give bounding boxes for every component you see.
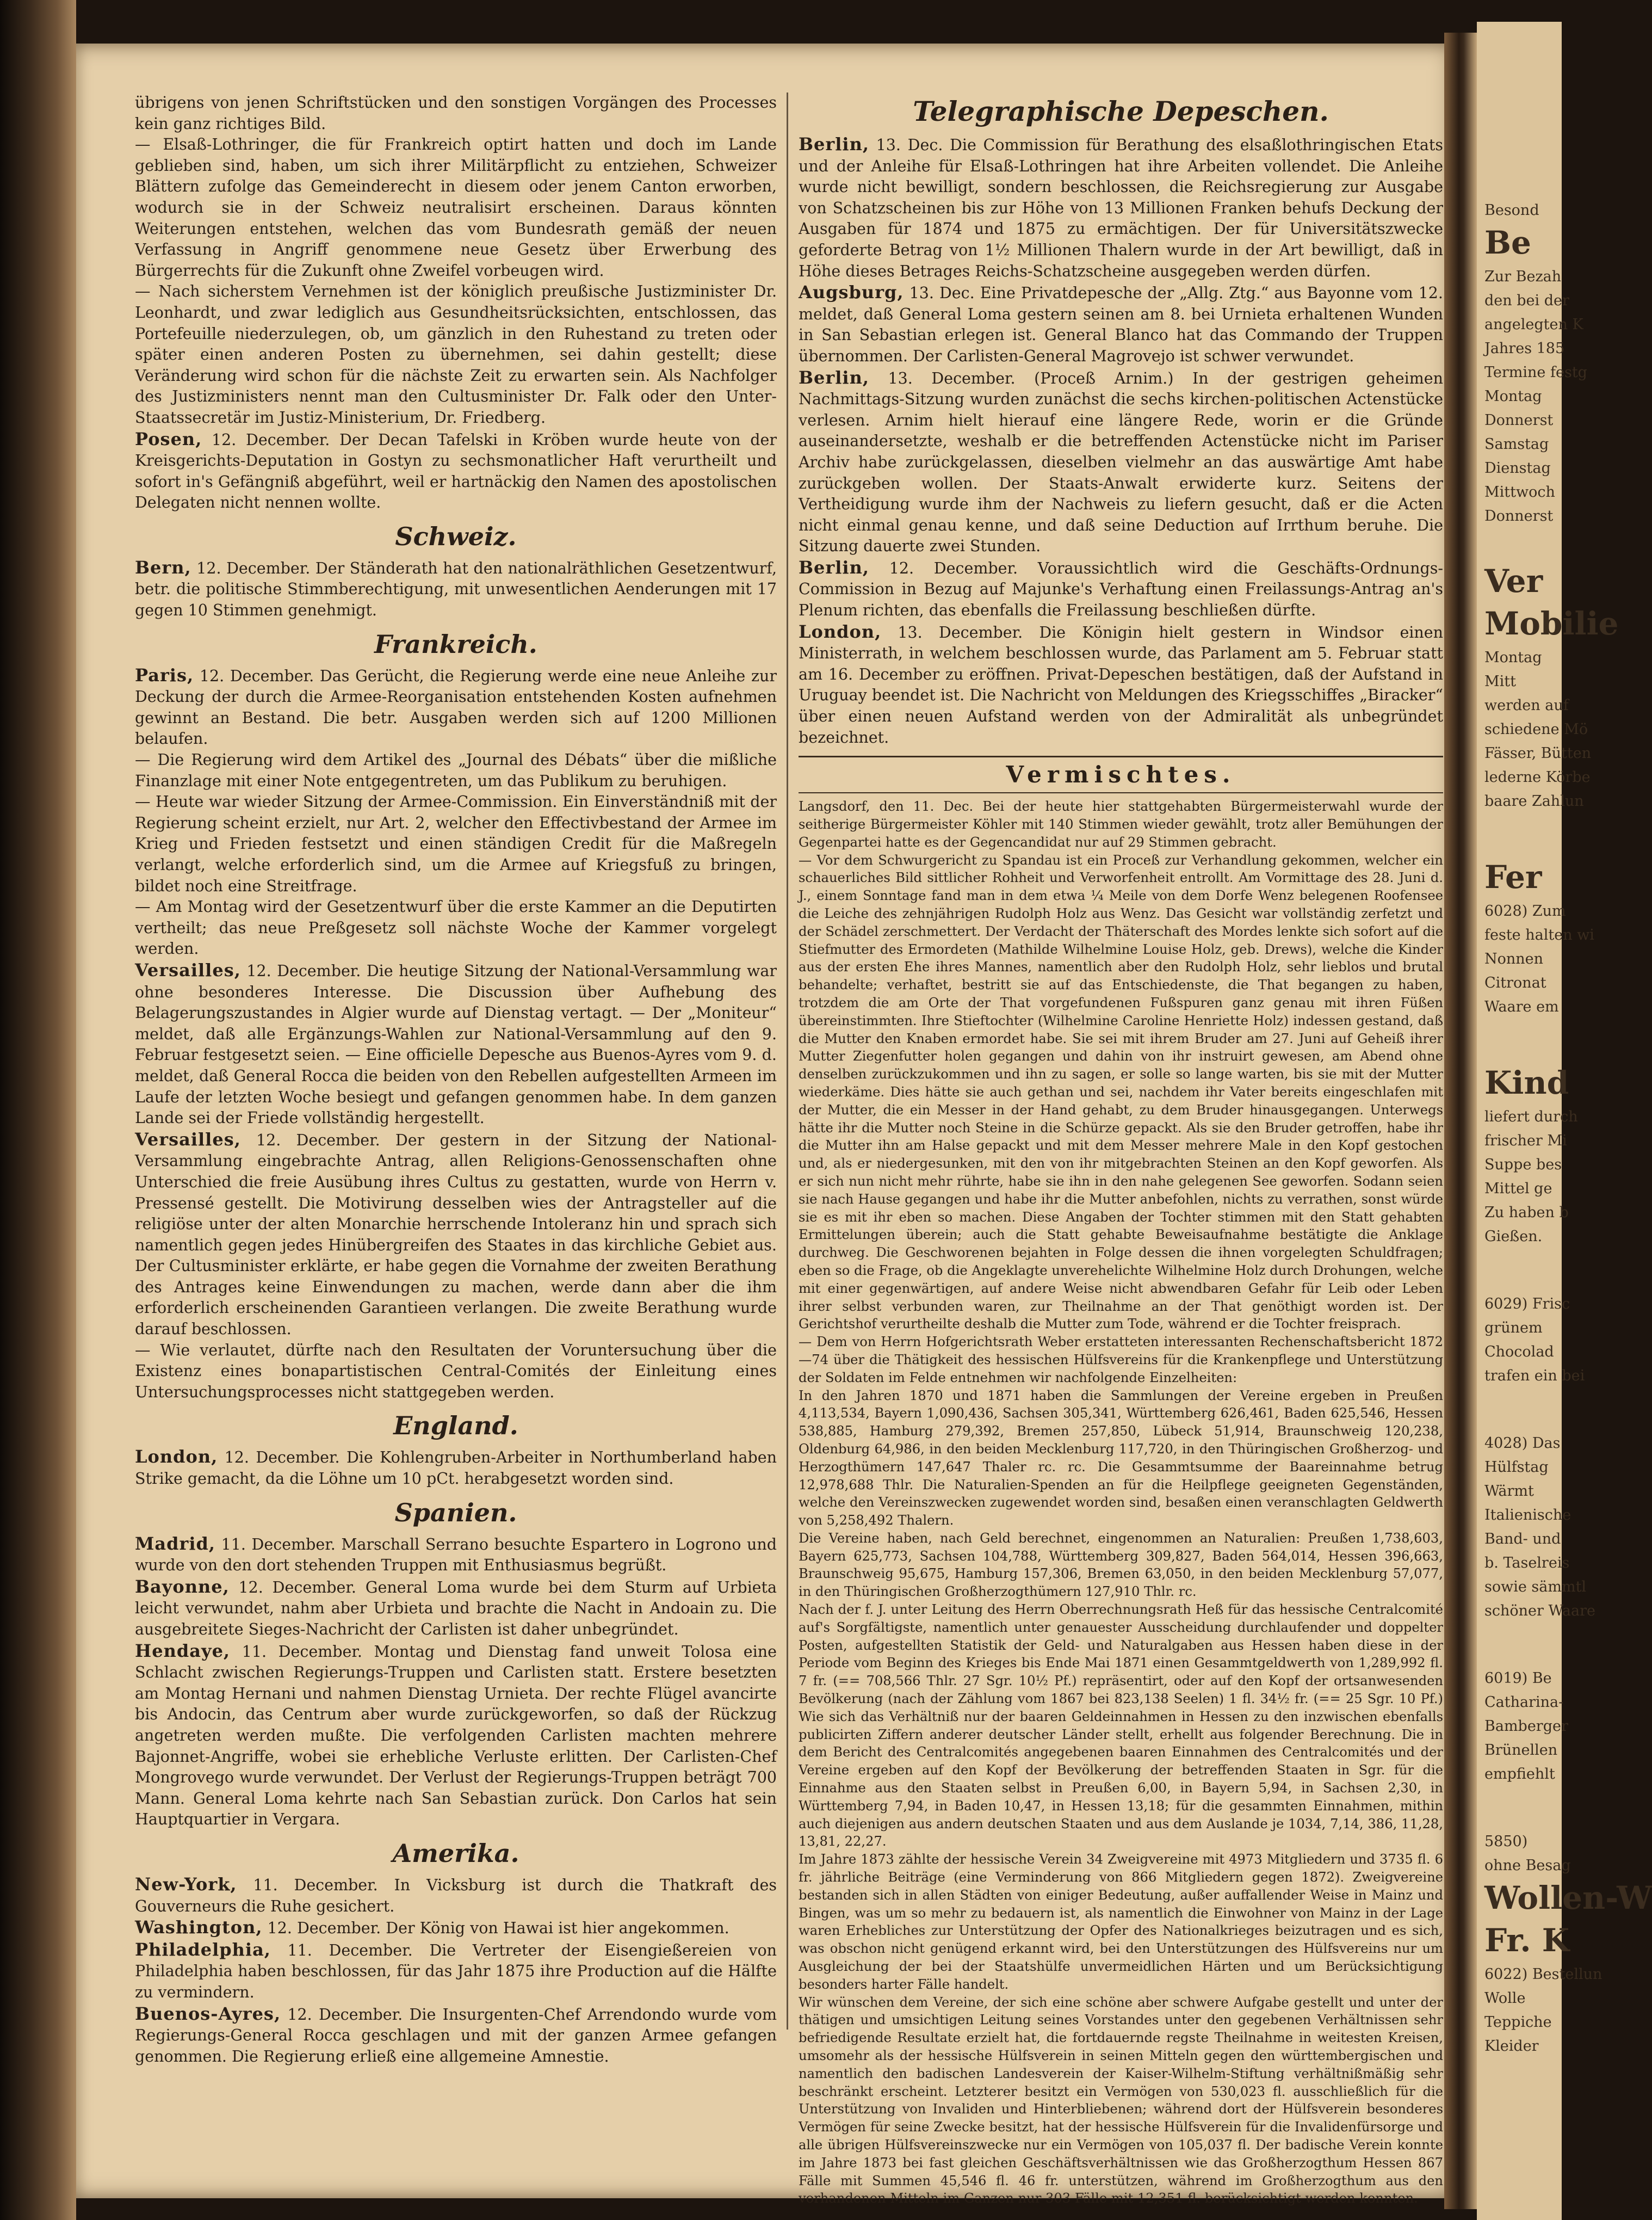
next-page-fragment: 6022) Bestellun bbox=[1484, 1966, 1602, 1983]
text-washington: 12. December. Der König von Hawai ist hier angekommen. bbox=[262, 1919, 729, 1938]
misc-collections: In den Jahren 1870 und 1871 haben die Sammlungen der Vereine ergeben in Preußen 4,113,534, Bayern 1,090,436, Sachsen 305,341, Württemberg 626,461, Baden 625,546, Hessen 538,885, Hamburg 279,392, Bremen 257,850, Lübeck 51,914, Braunschweig 120,238, Oldenburg 64,986, in den beiden Mecklenburg 117,720, in den Thüringischen Großherzog- und Herzogthümern 147,647 Thaler rc. rc. Die Gesammtsumme der Baareinnahme betrug 12,978,688 Thlr. Die Naturalien-Spenden an für die Heilpflege geeigneten Gegenständen, welche den Vereinszwecken zugewendet worden sind, besaßen einen veranschlagten Geldwerth von 5,258,492 Thalern. bbox=[799, 1387, 1443, 1528]
dateline-london-2: London, bbox=[799, 621, 882, 642]
section-heading-vermischtes: Vermischtes. bbox=[799, 756, 1443, 793]
dateline-bayonne: Bayonne, bbox=[135, 1576, 230, 1597]
text-posen: 12. December. Der Decan Tafelski in Kröben wurde heute von der Kreisgerichts-Deputation in Gostyn zu sechsmonatlicher Haft verurtheilt und sofort in's Gefängniß abgeführt, weil er hartnäckig den Namen des apostolischen Delegaten nicht nennen wollte. bbox=[135, 430, 777, 512]
next-page-fragment: Donnerst bbox=[1484, 412, 1554, 429]
article-newyork bbox=[135, 1874, 777, 1917]
next-page-fragment: liefert durch bbox=[1484, 1108, 1578, 1125]
text-london-2: 13. December. Die Königin hielt gestern in Windsor einen Ministerrath, in welchem beschlossen wurde, das Parlament am 5. Februar statt am 16. December zu eröffnen. Privat-Depeschen bestätigen, daß der Aufstand in Uruguay beendet ist. Die Nachricht von Meldungen des Kriegsschiffes „Biracker“ über einen neuen Aufstand werden von der Admiralität als unbegründet bezeichnet. bbox=[799, 623, 1443, 747]
next-page-fragment: 5850) bbox=[1484, 1833, 1528, 1850]
next-page-fragment: Waare em bbox=[1484, 998, 1559, 1015]
dateline-berlin-1: Berlin, bbox=[799, 134, 869, 155]
article-paris bbox=[135, 665, 777, 750]
section-heading-england: England. bbox=[393, 1411, 518, 1441]
dateline-philadelphia: Philadelphia, bbox=[135, 1939, 271, 1960]
next-page-fragment: 6019) Be bbox=[1484, 1670, 1552, 1687]
article-buenos-ayres bbox=[135, 2003, 777, 2068]
next-page-fragment: Hülfstag bbox=[1484, 1459, 1549, 1476]
next-page-fragment: Wollen-W bbox=[1484, 1879, 1652, 1916]
article-justice-minister: — Nach sicherstem Vernehmen ist der königlich preußische Justizminister Dr. Leonhardt, und zwar lediglich aus Gesundheitsrücksichten, entschlossen, das Portefeuille niederzulegen, ob, um gänzlich in den Ruhestand zu treten oder später einen anderen Posten zu übernehmen, sei dahin gestellt; diese Veränderung wird schon für die nächste Zeit zu erwarten sein. Als Nachfolger des Justizministers nennt man den Cultusminister Dr. Falk oder den Unter-Staatssecretär im Justiz-Ministerium, Dr. Friedberg. bbox=[135, 282, 777, 427]
text-london: 12. December. Die Kohlengruben-Arbeiter in Northumberland haben Strike gemacht, da die Löhne um 10 pCt. herabgesetzt worden sind. bbox=[135, 1448, 777, 1488]
text-philadelphia: 11. December. Die Vertreter der Eisengießereien von Philadelphia haben beschlossen, für das Jahr 1875 ihre Production auf die Hälfte zu vermindern. bbox=[135, 1941, 777, 2001]
dateline-washington: Washington, bbox=[135, 1917, 263, 1938]
next-page-edge bbox=[1477, 22, 1652, 2220]
next-page-fragment: grünem bbox=[1484, 1319, 1543, 1336]
article-london bbox=[135, 1446, 777, 1489]
text-versailles-1: 12. December. Die heutige Sitzung der National-Versammlung war ohne besonderes Interesse. Die Discussion über Aufhebung des Belagerungszustandes in Algier wurde auf Dienstag vertagt. — Der „Moniteur“ meldet, daß alle Ergänzungs-Wahlen zur National-Versammlung auf den 9. Februar festgesetzt seien. — Eine officielle Depesche aus Buenos-Ayres vom 9. d. meldet, daß General Rocca die beiden von den Rebellen aufgestellten Armeen im Laufe der letzten Woche besiegt und gefangen genommen habe. In dem ganzen Lande sei der Friede vollständig hergestellt. bbox=[135, 961, 777, 1127]
text-paris: 12. December. Das Gerücht, die Regierung werde eine neue Anleihe zur Deckung der durch die Armee-Reorganisation entstehenden Kosten aufnehmen gewinnt an Bestand. Die betr. Ausgaben werden sich auf 1200 Millionen belaufen. bbox=[135, 667, 777, 748]
next-page-fragment: Band- und bbox=[1484, 1531, 1561, 1547]
next-page-fragment: 4028) Das bbox=[1484, 1435, 1561, 1452]
next-page-fragment: sowie sämmtl bbox=[1484, 1578, 1587, 1595]
article-versailles-1 bbox=[135, 960, 777, 1129]
text-berlin-3: 12. December. Voraussichtlich wird die Geschäfts-Ordnungs-Commission in Bezug auf Majunke's Verhaftung einen Freilassungs-Antrag an's Plenum richten, das ebenfalls die Freilassung beschließen dürfte. bbox=[799, 559, 1443, 620]
misc-spandau: — Vor dem Schwurgericht zu Spandau ist ein Proceß zur Verhandlung gekommen, welcher ein schauerliches Bild sittlicher Rohheit und Verworfenheit entrollt. Am Vormittage des 28. Juni d. J., einem Sonntage fand man in dem etwa ¼ Meile von dem Dorfe Wenz belegenen Roofensee die Leiche des zehnjährigen Rudolph Holz aus Wenz. Das Gesicht war vollständig zerfetzt und der Schädel zerschmettert. Der Verdacht der Thäterschaft des Mordes lenkte sich sofort auf die Stiefmutter des Ermordeten (Mathilde Wilhelmine Louise Holz, geb. Drews), welche die Kinder aus der ersten Ehe ihres Mannes, namentlich aber den Rudolph Holz, sehr lieblos und brutal behandelte; verhaftet, bestritt sie auf das Entschiedenste, die That begangen zu haben, trotzdem die am Orte der That vorgefundenen Fußspuren ganz genau mit ihren Füßen übereinstimmten. Ihre Stieftochter (Wilhelmine Caroline Henriette Holz) indessen gestand, daß die Mutter den Knaben ermordet habe. Sie sei mit ihrem Bruder am 27. Juni auf Geheiß ihrer Mutter Ziegenfutter holen gegangen und dahin von ihr instruirt gewesen, am Abend ohne denselben zurückzukommen und ihn zu sagen, er solle so lange warten, bis sie mit der Mutter wiederkäme. Dies hätte sie auch gethan und sei, nachdem ihr Vater bereits eingeschlafen mit der Mutter, die ein Messer in der Hand gehabt, zu dem Bruder hinausgegangen. Unterwegs hätte ihr die Mutter noch Steine in die Schürze gepackt. Als sie den Bruder getroffen, habe ihr die Mutter ihn am Halse gepackt und mit dem Messer mehrere Male in den Kopf gestochen und, als er niedergesunken, mit den von ihr mitgebrachten Steinen an den Kopf geworfen. Als er sich nun nicht mehr rührte, habe sie ihn in den nahe gelegenen See geworfen. Sodann seien sie nach Hause gegangen und habe ihr die Mutter anbefohlen, nichts zu verrathen, sonst würde sie es mit ihr eben so machen. Diese Angaben der Tochter stimmen mit den Statt gehabten Ermittelungen überein; auch die Statt gehabte Beweisaufnahme bestätigte die Anklage durchweg. Die Geschworenen bejahten in Folge dessen die ihnen vorgelegten Schuldfragen; eben so die Frage, ob die Angeklagte unverehelichte Wilhelmine Holz durch Drohungen, welche mit einer gegenwärtigen, auf andere Weise nicht abwendbaren Gefahr für Leib oder Leben ihrer selbst verbunden waren, zur Theilnahme an der That genöthigt worden ist. Der Gerichtshof verurtheilte deshalb die Mutter zum Tode, während er die Tochter freisprach. bbox=[799, 852, 1443, 1332]
dateline-london: London, bbox=[135, 1446, 218, 1467]
next-page-fragment: Mittel ge bbox=[1484, 1180, 1552, 1197]
article-bern bbox=[135, 557, 777, 621]
next-page-fragment: Bamberger bbox=[1484, 1718, 1568, 1735]
misc-zweigvereine: Im Jahre 1873 zählte der hessische Verein 34 Zweigvereine mit 4973 Mitgliedern und 3735 fl. 6 fr. jährliche Beiträge (eine Verminderung von 866 Mitgliedern gegen 1872). Zweigvereine bestanden sich in allen Städten von einiger Bedeutung, außer auffallender Weise in Mainz und Bingen, was um so mehr zu bedauern ist, als namentlich die Einwohner von Mainz in der Lage waren Erhebliches zur Unterstützung der Opfer des Nationalkrieges beizutragen und es sich, was obschon nicht genügend erkannt wird, bei den Unterstützungen des Hülfsvereins nur um Ausgleichung der bei der Staatshülfe unvermeidlichen Härten und um Berücksichtigung besonders harter Fälle handelt. bbox=[799, 1852, 1443, 1992]
dateline-buenos-ayres: Buenos-Ayres, bbox=[135, 2003, 281, 2024]
text-versailles-2: 12. December. Der gestern in der Sitzung der National-Versammlung eingebrachte Antrag, allen Religions-Genossenschaften ohne Unterschied die freie Ausübung ihres Cultus zu gestatten, wurde von Herrn v. Pressensé gestellt. Die Motivirung desselben wies der Antragsteller auf die religiöse unter der alten Monarchie herrschende Intoleranz hin und sprach sich namentlich gegen jedes Hinübergreifen des Staates in das kirchliche Gebiet aus. Der Cultusminister erklärte, er habe gegen die Vornahme der zweiten Berathung des Antrages keine Einwendungen zu machen, werde dann aber die ihm erforderlich erscheinenden Garantieen verlangen. Die zweite Berathung wurde darauf beschlossen. bbox=[135, 1131, 777, 1339]
next-page-fragment: Mitt bbox=[1484, 673, 1516, 690]
article-paris-4: — Am Montag wird der Gesetzentwurf über die erste Kammer an die Deputirten vertheilt; das neue Preßgesetz soll nächste Woche der Kammer vorgelegt werden. bbox=[135, 898, 777, 958]
telegram-berlin-3 bbox=[799, 557, 1443, 621]
next-page-fragment: lederne Körbe bbox=[1484, 769, 1591, 786]
next-page-fragment: baare Zahlun bbox=[1484, 793, 1584, 810]
next-page-fragment: b. Taselreis bbox=[1484, 1555, 1570, 1571]
article-madrid bbox=[135, 1533, 777, 1576]
next-page-fragment: Citronat bbox=[1484, 975, 1546, 991]
next-page-fragment: Fr. K bbox=[1484, 1922, 1570, 1959]
misc-naturalien: Die Vereine haben, nach Geld berechnet, eingenommen an Naturalien: Preußen 1,738,603, Bayern 625,773, Sachsen 104,788, Württemberg 309,827, Baden 564,014, Hessen 396,663, Braunschweig 95,675, Hamburg 157,306, Bremen 63,050, in den beiden Mecklenburg 57,077, in den Thüringischen Großherzogthümern 127,910 Thlr. rc. bbox=[799, 1530, 1443, 1600]
next-page-fragment: Jahres 185 bbox=[1484, 340, 1565, 357]
next-page-fragment: schöner Waare bbox=[1484, 1602, 1595, 1619]
section-heading-schweiz: Schweiz. bbox=[395, 521, 517, 551]
next-page-fragment: Nonnen bbox=[1484, 951, 1544, 967]
text-bern: 12. December. Der Ständerath hat den nationalräthlichen Gesetzentwurf, betr. die politische Stimmberechtigung, mit unwesentlichen Aenderungen mit 17 gegen 10 Stimmen genehmigt. bbox=[135, 559, 777, 620]
text-buenos-ayres: 12. December. Die Insurgenten-Chef Arrendondo wurde vom Regierungs-General Rocca geschlagen und mit der ganzen Armee gefangen genommen. Die Regierung erließ eine allgemeine Amnestie. bbox=[135, 2005, 777, 2065]
next-page-fragment: frischer Mi bbox=[1484, 1132, 1567, 1149]
next-page-fragment: Fässer, Bütten bbox=[1484, 745, 1592, 762]
article-paris-3: — Heute war wieder Sitzung der Armee-Commission. Ein Einverständniß mit der Regierung scheint erzielt, nur Art. 2, welcher den Effectivbestand der Armee im Krieg und Frieden festsetzt und einen ständigen Credit für die Maßregeln verlangt, welche erforderlich sind, um die Armee auf Kriegsfuß zu bringen, bildet noch eine Streitfrage. bbox=[135, 793, 777, 895]
next-page-fragment: angelegten K bbox=[1484, 316, 1583, 333]
next-page-fragment: Zu haben b bbox=[1484, 1204, 1569, 1221]
misc-statistik: Nach der f. J. unter Leitung des Herrn Oberrechnungsrath Heß für das hessische Centralcomité auf's Sorgfältigste, namentlich unter genauester Ausscheidung durchlaufender und doppelter Posten, aufgestellten Statistik der Geld- und Naturalgaben aus Hessen haben diese in der Periode vom Beginn des Krieges bis Ende Mai 1871 einen Gesammtgeldwerth von 1,289,992 fl. 7 fr. (== 708,566 Thlr. 27 Sgr. 10½ Pf.) repräsentirt, oder auf den Kopf der ortsanwesenden Bevölkerung (nach der Zählung vom 1867 bei 823,138 Seelen) 1 fl. 34½ fr. (== 25 Sgr. 10 Pf.) Wie sich das Verhältniß nur der baaren Geldeinnahmen in Hessen zu den inzwischen ebenfalls publicirten Ziffern anderer deutscher Länder stellt, erhellt aus folgender Berechnung. Die in dem Bericht des Centralcomités angegebenen baaren Einnahmen des Centralcomités und der Vereine ergeben auf den Kopf der Bevölkerung der betreffenden Staaten in Sgr. für die Einnahme aus den Staaten selbst in Preußen 6,00, in Bayern 5,94, in Sachsen 2,30, in Württemberg 7,94, in Baden 10,47, in Hessen 13,18; für die gesammten Einnahmen, mithin auch diejenigen aus andern deutschen Staaten und aus dem Auslande je 1034, 7,14, 386, 11,28, 13,81, 22,27. bbox=[799, 1602, 1443, 1849]
article-versailles-3: — Wie verlautet, dürfte nach den Resultaten der Voruntersuchung über die Existenz eines bonapartistischen Central-Comités der Einleitung eines Untersuchungsprocesses nicht stattgegeben werden. bbox=[135, 1341, 777, 1401]
text-augsburg: 13. Dec. Eine Privatdepesche der „Allg. Ztg.“ aus Bayonne vom 12. meldet, daß General Loma gestern seinen am 8. bei Urnieta erhaltenen Wunden in San Sebastian erlegen ist. General Blanco hat das Commando der Truppen übernommen. Der Carlisten-General Magrovejo ist schwer verwundet. bbox=[799, 284, 1443, 365]
next-page-fragment: Be bbox=[1484, 224, 1531, 261]
next-page-fragment: Termine festg bbox=[1484, 364, 1587, 381]
section-heading-frankreich: Frankreich. bbox=[374, 629, 537, 659]
article-versailles-2 bbox=[135, 1129, 777, 1340]
text-newyork: 11. December. In Vicksburg ist durch die Thatkraft des Gouverneurs die Ruhe gesichert. bbox=[135, 1876, 777, 1915]
text-hendaye: 11. December. Montag und Dienstag fand unweit Tolosa eine Schlacht zwischen Regierungs-Truppen und Carlisten statt. Erstere besetzten am Montag Hernani und nahmen Dienstag Urnieta. Der rechte Flügel avancirte bis Andocin, das Centrum aber wurde zurückgeworfen, so daß der Rückzug angetreten werden mußte. Die verfolgenden Carlisten machten mehrere Bajonnet-Angriffe, wobei sie erhebliche Verluste erlitten. Der Carlisten-Chef Mongrovego wurde verwundet. Der Verlust der Regierungs-Truppen beträgt 700 Mann. General Loma kehrte nach San Sebastian zurück. Don Carlos hat sein Hauptquartier in Vergara. bbox=[135, 1642, 777, 1829]
dateline-berlin-3: Berlin, bbox=[799, 557, 869, 578]
vermischtes-body bbox=[799, 798, 1443, 2207]
misc-report-intro: — Dem von Herrn Hofgerichtsrath Weber erstatteten interessanten Rechenschaftsbericht 1872—74 über die Thätigkeit des hessischen Hülfsvereins für die Krankenpflege und Unterstützung der Soldaten im Felde entnehmen wir nachfolgende Einzelheiten: bbox=[799, 1334, 1443, 1385]
book-spine-edge bbox=[0, 0, 76, 2220]
next-page-fragment: 6029) Frisc bbox=[1484, 1296, 1570, 1312]
article-washington bbox=[135, 1917, 777, 1939]
next-page-fragment: Kleider bbox=[1484, 2038, 1539, 2055]
text-berlin-2: 13. December. (Proceß Arnim.) In der gestrigen geheimen Nachmittags-Sitzung wurden zunächst die sechs kirchen-politischen Actenstücke verlesen. Arnim hielt hierauf eine längere Rede, worin er die Gründe auseinandersetzte, weshalb er die betreffenden Actenstücke nicht im Pariser Archiv habe zurückgelassen, dieselben vielmehr an das auswärtige Amt habe zurückgeben wollen. Der Staats-Anwalt erwiderte kurz. Seitens der Vertheidigung wurde ihm der Nachweis zu liefern gesucht, daß er die Acten nicht einmal genau kenne, und daß seine Deduction auf Irrthum beruhe. Die Sitzung dauerte zwei Stunden. bbox=[799, 369, 1443, 556]
next-page-fragment: Besond bbox=[1484, 202, 1539, 219]
next-page-fragment: Italienische bbox=[1484, 1507, 1571, 1524]
left-column bbox=[135, 92, 777, 2067]
next-page-fragment: Donnerst bbox=[1484, 508, 1554, 525]
next-page-fragment: Teppiche bbox=[1484, 2014, 1552, 2031]
next-page-fragment: Brünellen bbox=[1484, 1742, 1558, 1759]
next-page-fragment: Samstag bbox=[1484, 436, 1549, 453]
next-page-fragment: den bei der bbox=[1484, 292, 1569, 309]
next-page-fragment: Wolle bbox=[1484, 1990, 1526, 2007]
next-page-fragment: Ver bbox=[1484, 563, 1543, 600]
next-page-fragment: Fer bbox=[1484, 859, 1542, 896]
next-page-fragment: Mobilie bbox=[1484, 605, 1619, 642]
next-page-fragment: Zur Bezah bbox=[1484, 268, 1562, 285]
next-page-fragment: Chocolad bbox=[1484, 1343, 1554, 1360]
column-divider bbox=[787, 92, 788, 2030]
next-page-fragment: schiedene Mö bbox=[1484, 721, 1588, 738]
text-berlin-1: 13. Dec. Die Commission für Berathung des elsaßlothringischen Etats und der Anleihe für Elsaß-Lothringen hat ihre Arbeiten vollendet. Die Anleihe wurde nicht bewilligt, sondern beschlossen, die Reichsregierung zur Ausgabe von Schatzscheinen bis zur Höhe von 13 Millionen Franken behufs Deckung der Ausgaben für 1874 und 1875 zu ermächtigen. Der für Universitätszwecke geforderte Betrag von 1½ Millionen Thalern wurde in der Art bewilligt, daß in Höhe dieses Betrages Reichs-Schatzscheine ausgegeben werden dürfen. bbox=[799, 136, 1443, 280]
next-page-fragment: Suppe bes bbox=[1484, 1156, 1562, 1173]
dateline-berlin-2: Berlin, bbox=[799, 367, 869, 388]
next-page-fragment: Catharina- bbox=[1484, 1694, 1564, 1711]
dateline-versailles-1: Versailles, bbox=[135, 959, 241, 980]
article-posen bbox=[135, 429, 777, 514]
next-page-fragment: Montag bbox=[1484, 388, 1542, 405]
dateline-versailles-2: Versailles, bbox=[135, 1128, 241, 1150]
next-page-fragment: Kind bbox=[1484, 1064, 1569, 1101]
dateline-madrid: Madrid, bbox=[135, 1533, 216, 1554]
section-heading-spanien: Spanien. bbox=[394, 1497, 517, 1527]
next-page-fragment: Mittwoch bbox=[1484, 484, 1555, 501]
text-madrid: 11. December. Marschall Serrano besuchte Espartero in Logrono und wurde von den dort stehenden Truppen mit Enthusiasmus begrüßt. bbox=[135, 1535, 777, 1575]
next-page-fragment: Wärmt bbox=[1484, 1483, 1534, 1500]
next-page-fragment: Gießen. bbox=[1484, 1228, 1543, 1245]
misc-langsdorf: Langsdorf, den 11. Dec. Bei der heute hier stattgehabten Bürgermeisterwahl wurde der seitherige Bürgermeister Köhler mit 140 Stimmen wieder gewählt, trotz aller Bemühungen der Gegenpartei hatte es der Gegencandidat nur auf 29 Stimmen gebracht. bbox=[799, 799, 1443, 850]
dateline-hendaye: Hendaye, bbox=[135, 1640, 231, 1661]
article-philadelphia bbox=[135, 1939, 777, 2003]
next-page-fragment: Montag bbox=[1484, 649, 1542, 666]
next-page-fragment: ohne Besag bbox=[1484, 1857, 1571, 1874]
article-bayonne bbox=[135, 1576, 777, 1641]
misc-closing: Wir wünschen dem Vereine, der sich eine schöne aber schwere Aufgabe gestellt und unter der thätigen und umsichtigen Leitung seines Vorstandes unter den gegebenen Verhältnissen sehr befriedigende Resultate erzielt hat, die fortdauernde regste Theilnahme in weitesten Kreisen, umsomehr als der hessische Hülfsverein in seinen Mitteln gegen den württembergischen und namentlich den badischen Landesverein der Kaiser-Wilhelm-Stiftung verhältnißmäßig sehr beschränkt erscheint. Letzterer besitzt ein Vermögen von 530,023 fl. ausschließlich für die Unterstützung von Invaliden und Hinterbliebenen; während dort der Hülfsverein besonderes Vermögen für seine Zwecke besitzt, hat der hessische Hülfsverein für die Invalidenfürsorge und alle übrigen Hülfsvereinszwecke nur ein Vermögen von 105,037 fl. Der badische Verein konnte im Jahre 1873 bei fast gleichen Geschäftsverhältnissen wie das Großherzogthum Hessen 867 Fälle mit Summen 45,546 fl. 46 fr. unterstützen, während im Großherzogthum aus den vorhandenen Mitteln im Ganzen nur 303 Fälle mit 12,351 fl. berücksichtigt werden konnten. bbox=[799, 1994, 1443, 2206]
dateline-paris: Paris, bbox=[135, 664, 194, 686]
next-page-fragment: feste halten wi bbox=[1484, 927, 1594, 943]
telegram-augsburg bbox=[799, 282, 1443, 367]
article-hendaye bbox=[135, 1641, 777, 1830]
article-alsace: — Elsaß-Lothringer, die für Frankreich optirt hatten und doch im Lande geblieben sind, haben, um sich ihrer Militärpflicht zu entziehen, Schweizer Blättern zufolge das Gemeinderecht in diesem oder jenem Canton erworben, wodurch sie in der Schweiz neutralisirt erscheinen. Daraus könnten Weiterungen entstehen, welchen das vom Bundesrath gemäß der neuen Verfassung in Angriff genommene neue Gesetz über Erwerbung des Bürgerrechts für die Zukunft ohne Zweifel vorbeugen wird. bbox=[135, 135, 777, 280]
dateline-bern: Bern, bbox=[135, 557, 191, 578]
dateline-augsburg: Augsburg, bbox=[799, 282, 904, 303]
next-page-fragment: werden auf bbox=[1484, 697, 1569, 714]
next-page-fragment: trafen ein bei bbox=[1484, 1367, 1585, 1384]
next-page-fragment: 6028) Zum bbox=[1484, 903, 1566, 920]
page-gutter bbox=[1444, 33, 1477, 2209]
article-intro: übrigens von jenen Schriftstücken und den sonstigen Vorgängen des Processes kein ganz richtiges Bild. bbox=[135, 94, 777, 133]
telegram-berlin-2 bbox=[799, 367, 1443, 557]
right-column bbox=[799, 92, 1443, 2207]
dateline-newyork: New-York, bbox=[135, 1873, 237, 1895]
dateline-posen: Posen, bbox=[135, 428, 202, 449]
telegram-berlin-1 bbox=[799, 134, 1443, 282]
text-bayonne: 12. December. General Loma wurde bei dem Sturm auf Urbieta leicht verwundet, nahm aber Urbieta und brachte die Nacht in Andoain zu. Die ausgebreitete Sieges-Nachricht der Carlisten ist daher unbegründet. bbox=[135, 1578, 777, 1638]
next-page-fragment: empfiehlt bbox=[1484, 1766, 1555, 1783]
next-page-fragment: Dienstag bbox=[1484, 460, 1551, 477]
section-heading-amerika: Amerika. bbox=[392, 1838, 519, 1868]
telegraph-section-title: Telegraphische Depeschen. bbox=[913, 95, 1329, 127]
article-paris-2: — Die Regierung wird dem Artikel des „Journal des Débats“ über die mißliche Finanzlage mit einer Note entgegentreten, um das Publikum zu beruhigen. bbox=[135, 751, 777, 790]
telegram-london bbox=[799, 621, 1443, 749]
